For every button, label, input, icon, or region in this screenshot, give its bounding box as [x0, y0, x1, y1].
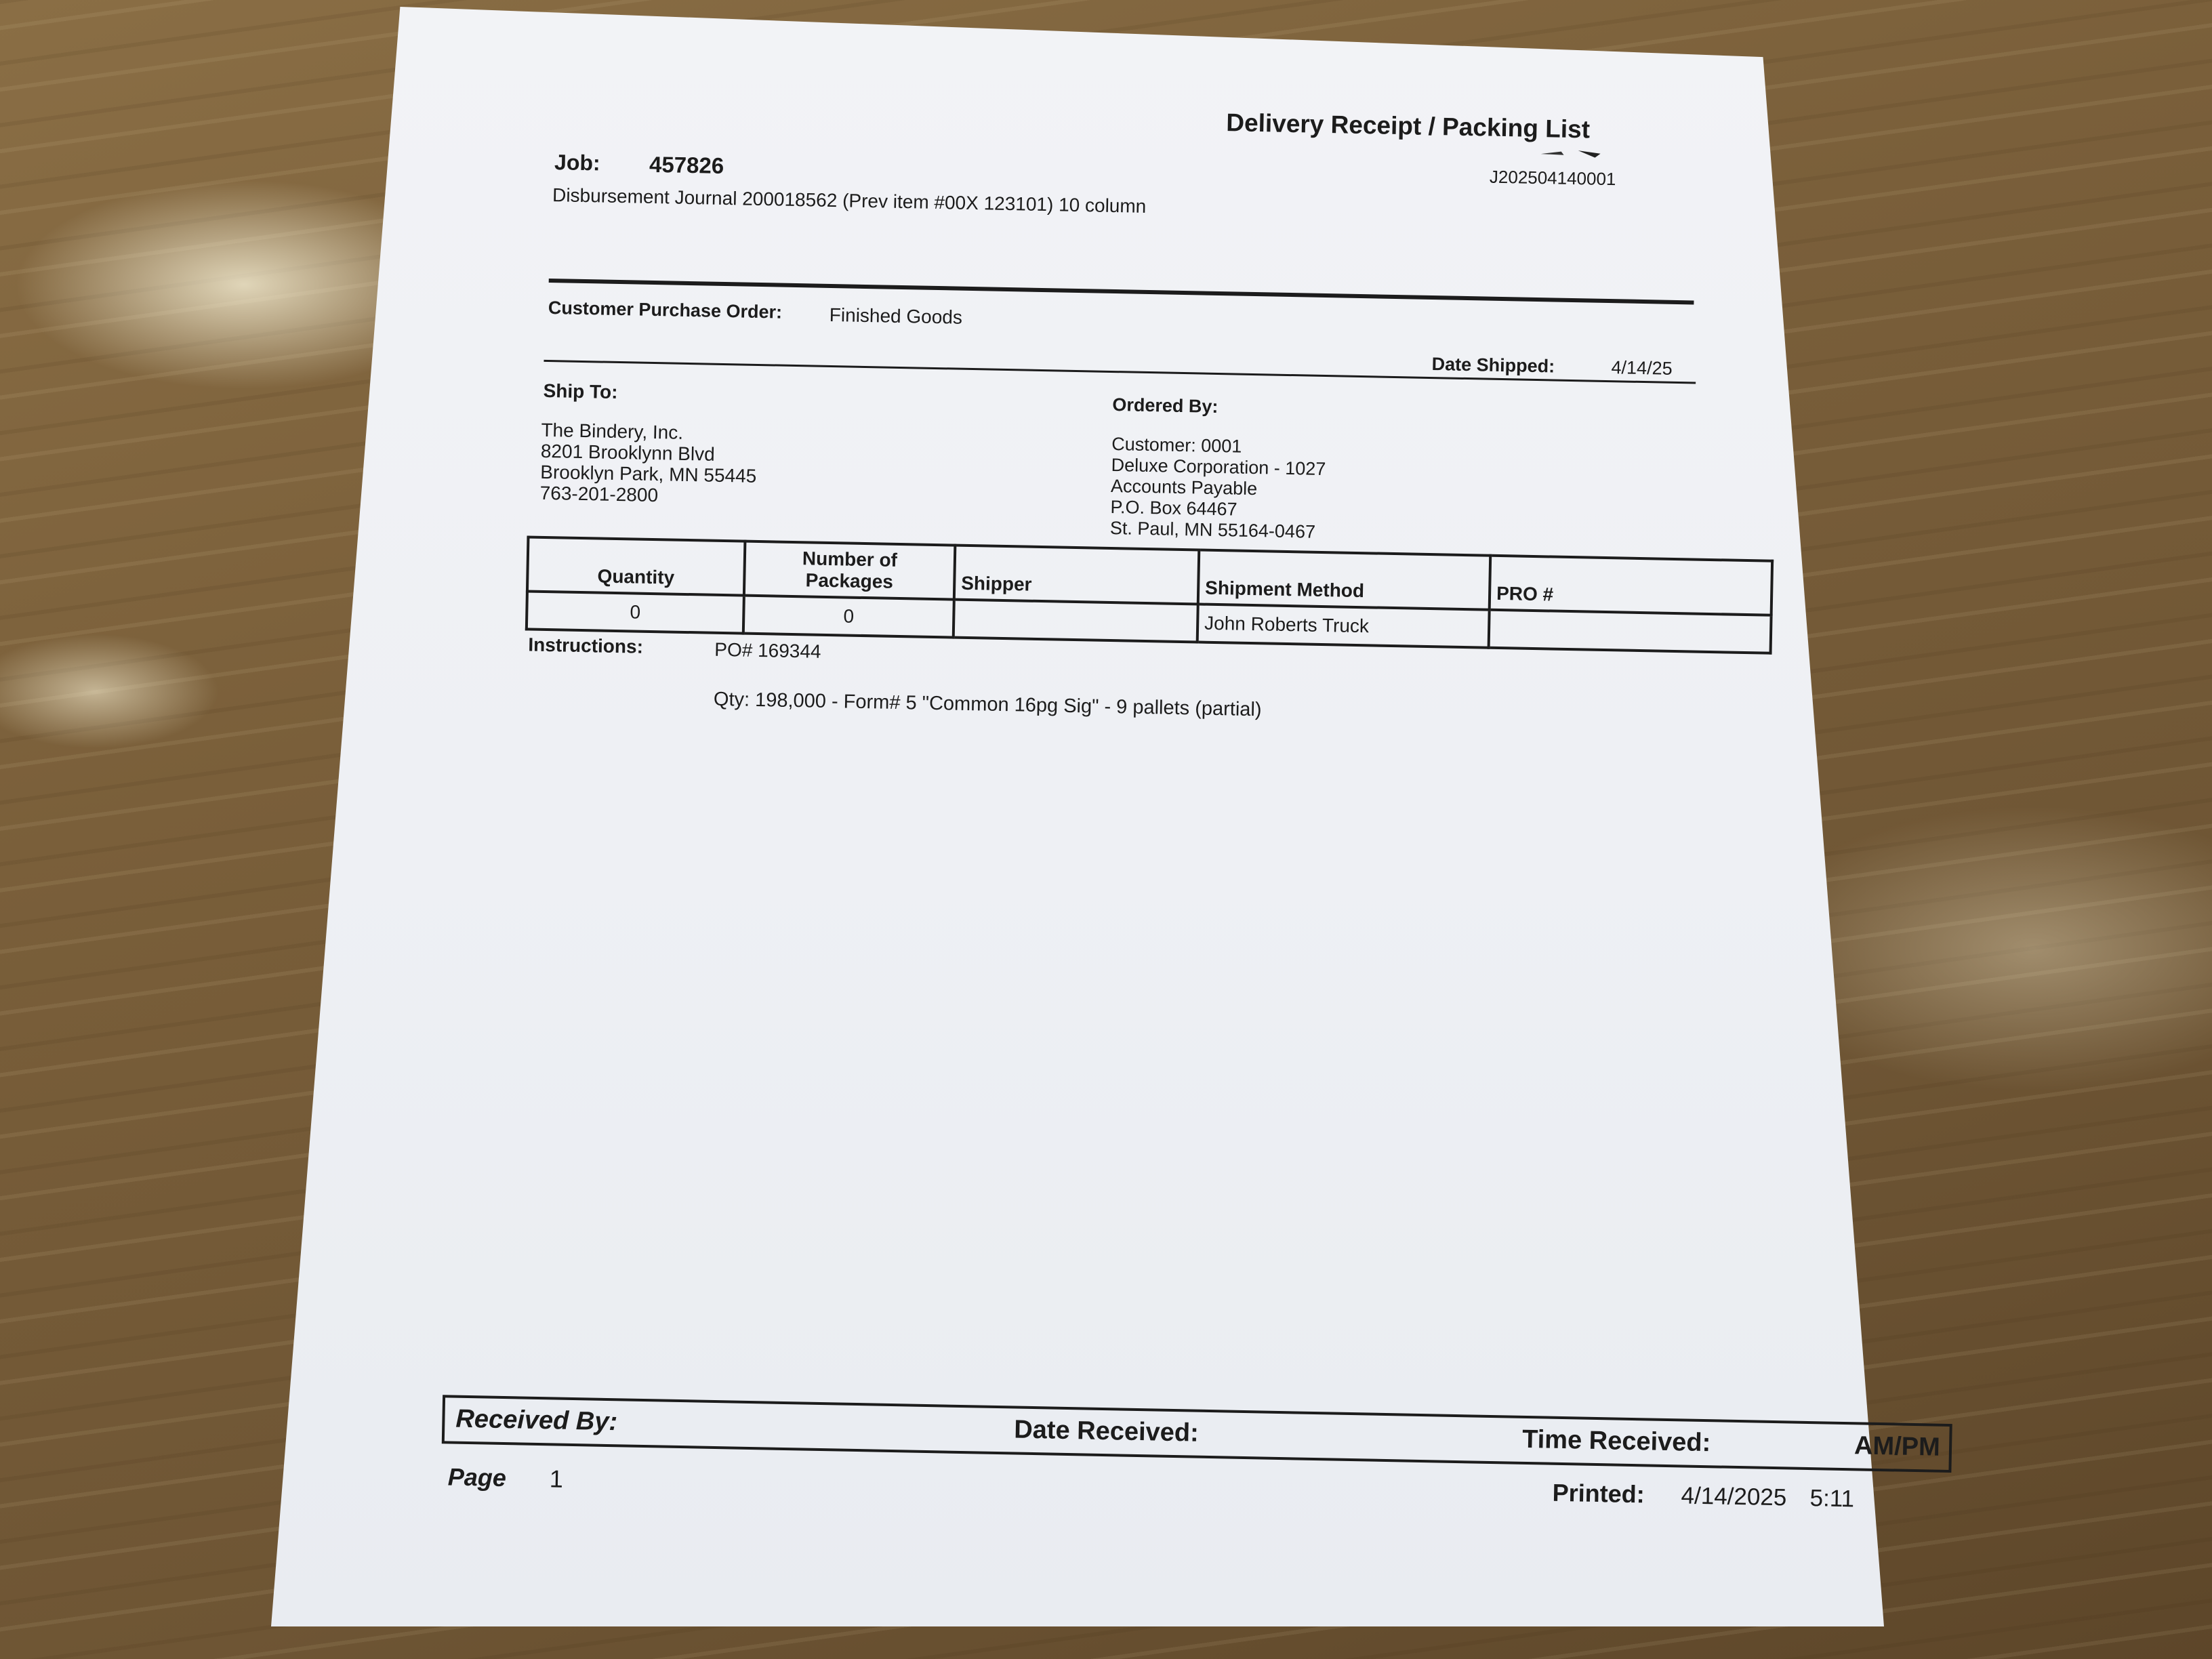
time-received-label: Time Received: — [1521, 1425, 1711, 1458]
delivery-receipt-document — [447, 95, 1941, 1608]
printed-date: 4/14/2025 — [1681, 1482, 1787, 1511]
header-packages-line2: Packages — [805, 569, 894, 592]
ship-to-line: The Bindery, Inc. — [541, 419, 684, 443]
ordered-by-line: St. Paul, MN 55164-0467 — [1109, 517, 1316, 542]
received-by-label: Received By: — [455, 1404, 618, 1437]
am-pm-label: AM/PM — [1853, 1431, 1941, 1462]
date-shipped-label: Date Shipped: — [1431, 354, 1555, 377]
ordered-by-line: P.O. Box 64467 — [1110, 496, 1237, 520]
cell-shipment-method: John Roberts Truck — [1197, 604, 1490, 647]
staple-hole-marks — [1540, 148, 1601, 159]
job-number: 457826 — [649, 151, 724, 178]
ordered-by-line: Customer: 0001 — [1111, 433, 1242, 457]
ordered-by-line: Accounts Payable — [1110, 475, 1258, 499]
cell-packages: 0 — [743, 596, 954, 638]
ship-to-line: Brooklyn Park, MN 55445 — [540, 461, 757, 487]
date-shipped-value: 4/14/25 — [1611, 357, 1673, 379]
date-received-label: Date Received: — [1013, 1415, 1200, 1448]
header-pro-number: PRO # — [1490, 556, 1772, 615]
cell-pro-number — [1489, 610, 1771, 653]
job-description: Disbursement Journal 200018562 (Prev item #00X 123101) 10 column — [552, 184, 1147, 217]
cell-shipper — [954, 600, 1198, 642]
ordered-by-label: Ordered By: — [1112, 394, 1218, 417]
shipment-table — [525, 535, 1774, 654]
header-shipper: Shipper — [954, 546, 1199, 605]
job-label: Job: — [554, 150, 600, 176]
cell-quantity: 0 — [527, 591, 744, 633]
header-shipment-method: Shipment Method — [1198, 550, 1490, 609]
page-label: Page — [447, 1462, 507, 1492]
ship-to-line: 8201 Brooklynn Blvd — [540, 440, 716, 465]
customer-po-label: Customer Purchase Order: — [548, 298, 783, 323]
page-number: 1 — [549, 1465, 564, 1493]
instructions-po: PO# 169344 — [714, 638, 821, 662]
document-number: J202504140001 — [1489, 166, 1616, 190]
instructions-label: Instructions: — [528, 634, 644, 657]
printed-label: Printed: — [1552, 1478, 1645, 1509]
ordered-by-address — [1110, 434, 1327, 543]
ship-to-address — [539, 419, 757, 508]
ship-to-label: Ship To: — [543, 380, 618, 403]
ship-to-line: 763-201-2800 — [539, 482, 659, 506]
printed-time: 5:11 — [1809, 1485, 1855, 1513]
header-number-of-packages — [744, 541, 955, 600]
document-title: Delivery Receipt / Packing List — [1226, 108, 1591, 144]
header-quantity: Quantity — [527, 537, 745, 595]
ordered-by-line: Deluxe Corporation - 1027 — [1111, 454, 1326, 480]
customer-po-value: Finished Goods — [829, 304, 963, 328]
instructions-details: Qty: 198,000 - Form# 5 "Common 16pg Sig" - 9 pallets (partial) — [713, 688, 1262, 721]
header-packages-line1: Number of — [802, 548, 898, 571]
